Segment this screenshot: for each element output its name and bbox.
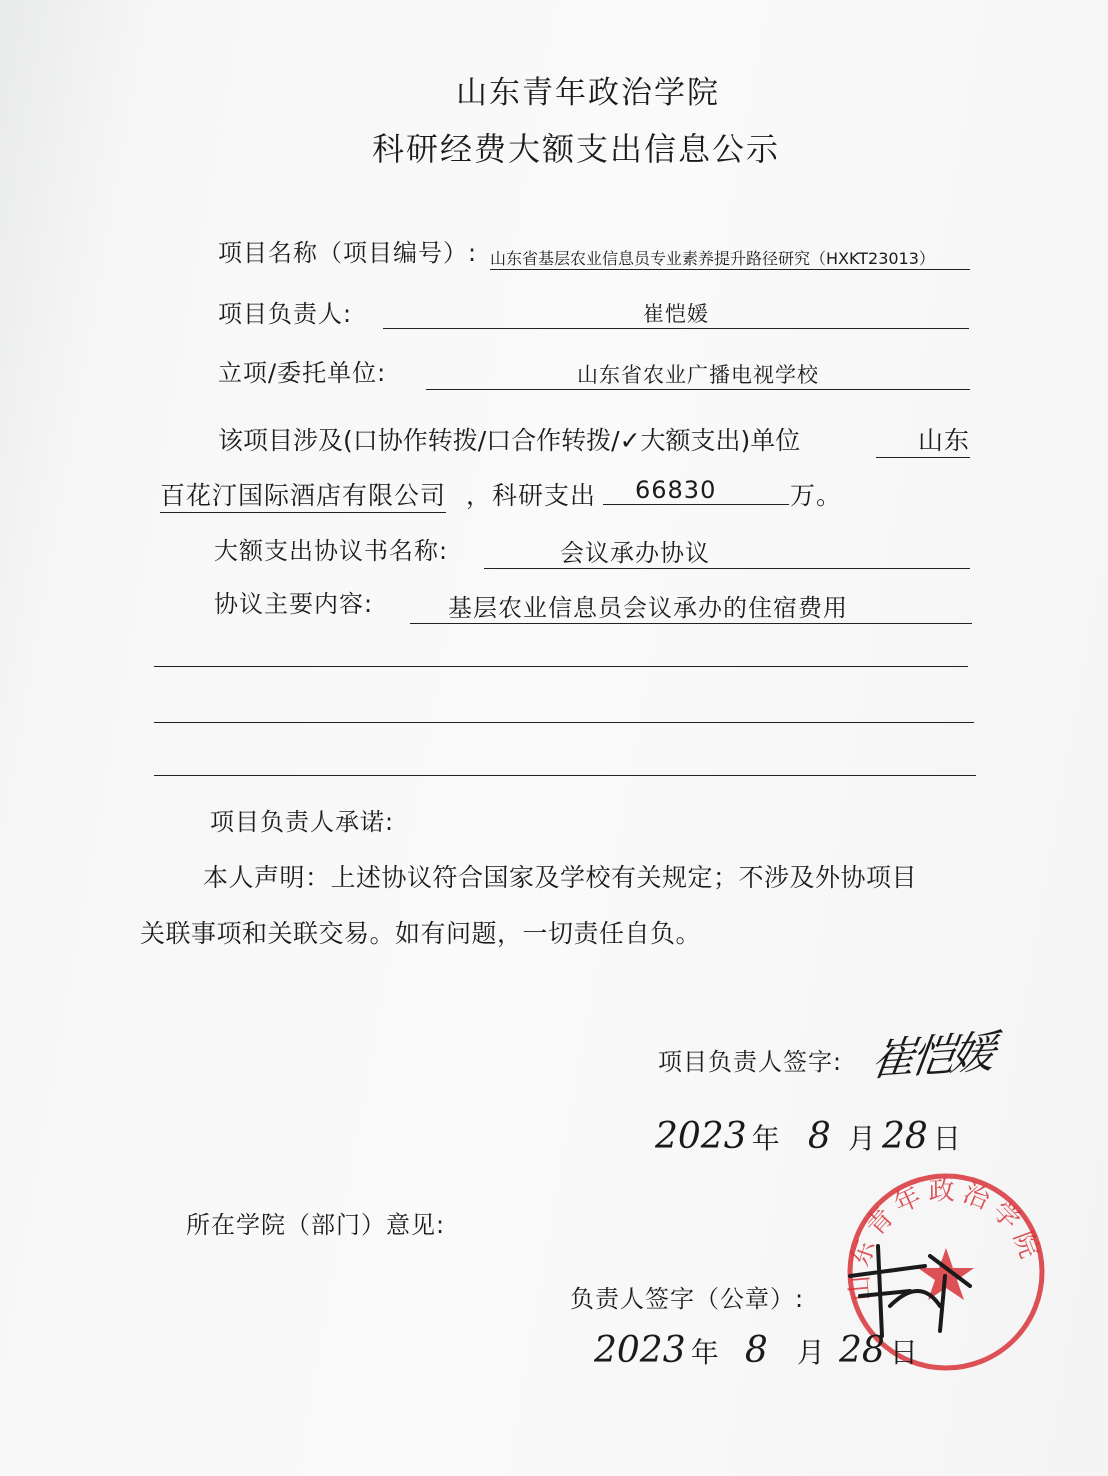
- date-year: 2023: [655, 1116, 747, 1157]
- agreement-name-value: 会议承办协议: [484, 533, 970, 569]
- agreement-content-label: 协议主要内容:: [214, 590, 374, 618]
- involvement-unit-part2: 百花汀国际酒店有限公司: [160, 476, 446, 513]
- pledge-line-2: 关联事项和关联交易。如有问题，一切责任自负。: [140, 919, 702, 948]
- pledge-line-1: 本人声明：上述协议符合国家及学校有关规定；不涉及外协项目: [203, 863, 918, 892]
- date-year: 2023: [594, 1330, 686, 1371]
- pledge-heading: 项目负责人承诺:: [210, 808, 395, 836]
- department-signature-label: 负责人签字（公章）:: [570, 1285, 805, 1313]
- date-year-char: 年: [751, 1122, 781, 1155]
- date-day-char: 日: [932, 1122, 962, 1155]
- expense-unit: 万。: [790, 481, 843, 510]
- date-month-char: 月: [847, 1122, 877, 1155]
- date-day: 28: [838, 1330, 885, 1371]
- date-year-char: 年: [690, 1336, 720, 1369]
- involvement-text: 该项目涉及(口协作转拨/口合作转拨/✓大额支出)单位: [218, 426, 801, 455]
- leader-sign-date: [655, 1116, 962, 1157]
- project-leader-value: 崔恺媛: [383, 298, 969, 329]
- project-name-value: 山东省基层农业信息员专业素养提升路径研究（HXKT23013）: [490, 246, 970, 270]
- department-opinion-label: 所在学院（部门）意见:: [186, 1211, 446, 1239]
- expense-label: ，科研支出: [466, 481, 597, 510]
- blank-line: [154, 666, 968, 667]
- date-month-char: 月: [796, 1336, 826, 1369]
- department-sign-date: [594, 1330, 919, 1371]
- commission-unit-label: 立项/委托单位:: [218, 359, 387, 387]
- involvement-unit-part1: 山东: [876, 421, 970, 458]
- blank-line: [154, 722, 974, 723]
- commission-unit-value: 山东省农业广播电视学校: [426, 359, 970, 390]
- date-day-char: 日: [889, 1336, 919, 1369]
- leader-signature-label: 项目负责人签字:: [658, 1048, 843, 1076]
- project-leader-label: 项目负责人:: [218, 300, 353, 328]
- agreement-content-value: 基层农业信息员会议承办的住宿费用: [410, 588, 972, 624]
- date-day: 28: [881, 1116, 928, 1157]
- seal-text: 山东青年政治学院: [843, 1176, 1047, 1303]
- project-name-label: 项目名称（项目编号）:: [218, 239, 478, 267]
- leader-signature: 崔恺媛: [867, 1026, 995, 1087]
- date-month: 8: [807, 1116, 831, 1157]
- blank-line: [154, 775, 976, 776]
- document-title: 科研经费大额支出信息公示: [372, 130, 781, 168]
- agreement-name-label: 大额支出协议书名称:: [214, 537, 449, 565]
- date-month: 8: [744, 1330, 768, 1371]
- school-name: 山东青年政治学院: [456, 75, 720, 111]
- expense-value: 66830: [603, 476, 789, 505]
